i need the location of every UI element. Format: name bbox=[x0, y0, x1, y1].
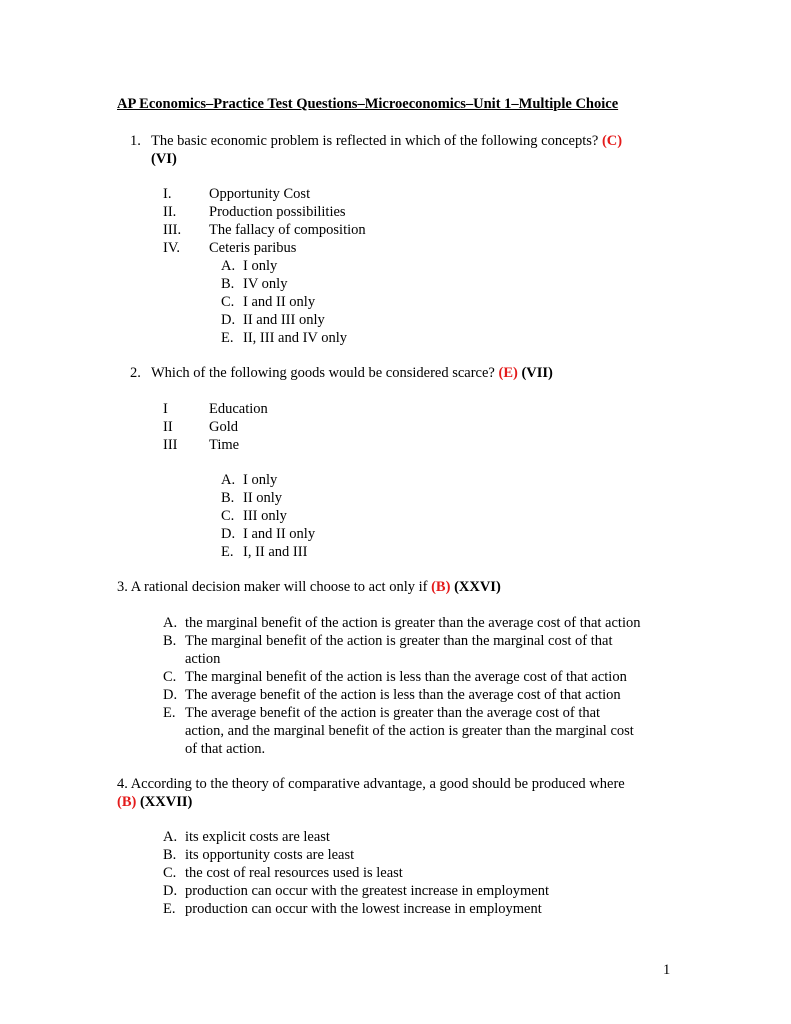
choice-letter: B. bbox=[221, 490, 235, 506]
choice-letter: C. bbox=[221, 508, 235, 524]
item-text: Education bbox=[209, 401, 268, 417]
choice-letter: D. bbox=[221, 526, 236, 542]
choice-text-cont: action, and the marginal benefit of the action is greater than the marginal cost bbox=[185, 723, 634, 739]
choice-text: the marginal benefit of the action is greater than the average cost of that action bbox=[185, 615, 641, 631]
choice-text: production can occur with the lowest increase in employment bbox=[185, 901, 542, 917]
question-text: The basic economic problem is reflected in which of the following concepts? bbox=[151, 133, 599, 149]
question-ref: (XXVI) bbox=[454, 579, 501, 595]
question-text: 3. A rational decision maker will choose to act only if bbox=[117, 579, 428, 595]
answer-key: (C) bbox=[601, 133, 623, 149]
choice-letter: B. bbox=[163, 633, 177, 649]
page-number: 1 bbox=[663, 962, 671, 978]
item-num: II. bbox=[163, 204, 177, 220]
choice-text: The marginal benefit of the action is less than the average cost of that action bbox=[185, 669, 627, 685]
choice-text: I and II only bbox=[243, 526, 316, 542]
choice-letter: C. bbox=[163, 865, 177, 881]
choice-letter: B. bbox=[221, 276, 235, 292]
choice-text: the cost of real resources used is least bbox=[185, 865, 403, 881]
choice-text: The average benefit of the action is greater than the average cost of that bbox=[185, 705, 601, 721]
question-text: Which of the following goods would be considered scarce? bbox=[151, 365, 495, 381]
choice-letter: E. bbox=[163, 705, 176, 721]
choice-text: its explicit costs are least bbox=[185, 829, 330, 845]
choice-text: II and III only bbox=[243, 312, 325, 328]
question-text-line bbox=[117, 578, 501, 596]
item-text: Opportunity Cost bbox=[209, 186, 311, 202]
question-text-line bbox=[151, 132, 622, 150]
item-num: III bbox=[163, 437, 178, 453]
choice-text: its opportunity costs are least bbox=[185, 847, 355, 863]
choice-letter: C. bbox=[221, 294, 235, 310]
item-text: Ceteris paribus bbox=[209, 240, 297, 256]
choice-text: The average benefit of the action is less than the average cost of that action bbox=[185, 687, 621, 703]
choice-letter: E. bbox=[163, 901, 176, 917]
item-num: IV. bbox=[163, 240, 181, 256]
question-text: 4. According to the theory of comparative advantage, a good should be produced where bbox=[117, 776, 625, 792]
page-title: AP Economics–Practice Test Questions–Microeconomics–Unit 1–Multiple Choice bbox=[117, 96, 619, 112]
item-num: II bbox=[163, 419, 173, 435]
choice-letter: A. bbox=[221, 472, 236, 488]
choice-letter: C. bbox=[163, 669, 177, 685]
answer-key: (B) bbox=[431, 579, 451, 595]
item-num: III. bbox=[163, 222, 182, 238]
question-number: 1. bbox=[130, 133, 141, 149]
question-ref: (VII) bbox=[521, 365, 553, 381]
choice-text: production can occur with the greatest increase in employment bbox=[185, 883, 549, 899]
choice-text: II only bbox=[243, 490, 283, 506]
item-text: The fallacy of composition bbox=[209, 222, 366, 238]
choice-text-cont: action bbox=[185, 651, 221, 667]
choice-letter: A. bbox=[163, 829, 178, 845]
choice-text-cont: of that action. bbox=[185, 741, 266, 757]
item-text: Gold bbox=[209, 419, 238, 435]
question-ref: (XXVII) bbox=[139, 794, 193, 810]
choice-text: III only bbox=[243, 508, 287, 524]
choice-text: II, III and IV only bbox=[243, 330, 348, 346]
item-num: I. bbox=[163, 186, 172, 202]
answer-key: (E) bbox=[498, 365, 518, 381]
choice-text: I, II and III bbox=[243, 544, 308, 560]
item-text: Production possibilities bbox=[209, 204, 346, 220]
choice-letter: B. bbox=[163, 847, 177, 863]
choice-text: I only bbox=[243, 258, 278, 274]
choice-text: I only bbox=[243, 472, 278, 488]
question-ref: (VI) bbox=[151, 151, 177, 167]
question-text-line bbox=[117, 793, 192, 811]
choice-letter: E. bbox=[221, 544, 234, 560]
question-number: 2. bbox=[130, 365, 141, 381]
choice-letter: D. bbox=[163, 883, 178, 899]
choice-letter: A. bbox=[221, 258, 236, 274]
choice-text: IV only bbox=[243, 276, 288, 292]
answer-key: (B) bbox=[117, 794, 137, 810]
choice-letter: D. bbox=[163, 687, 178, 703]
choice-text: I and II only bbox=[243, 294, 316, 310]
choice-text: The marginal benefit of the action is greater than the marginal cost of that bbox=[185, 633, 613, 649]
item-text: Time bbox=[209, 437, 240, 453]
choice-letter: D. bbox=[221, 312, 236, 328]
question-text-line bbox=[151, 364, 553, 382]
choice-letter: A. bbox=[163, 615, 178, 631]
choice-letter: E. bbox=[221, 330, 234, 346]
item-num: I bbox=[163, 401, 168, 417]
